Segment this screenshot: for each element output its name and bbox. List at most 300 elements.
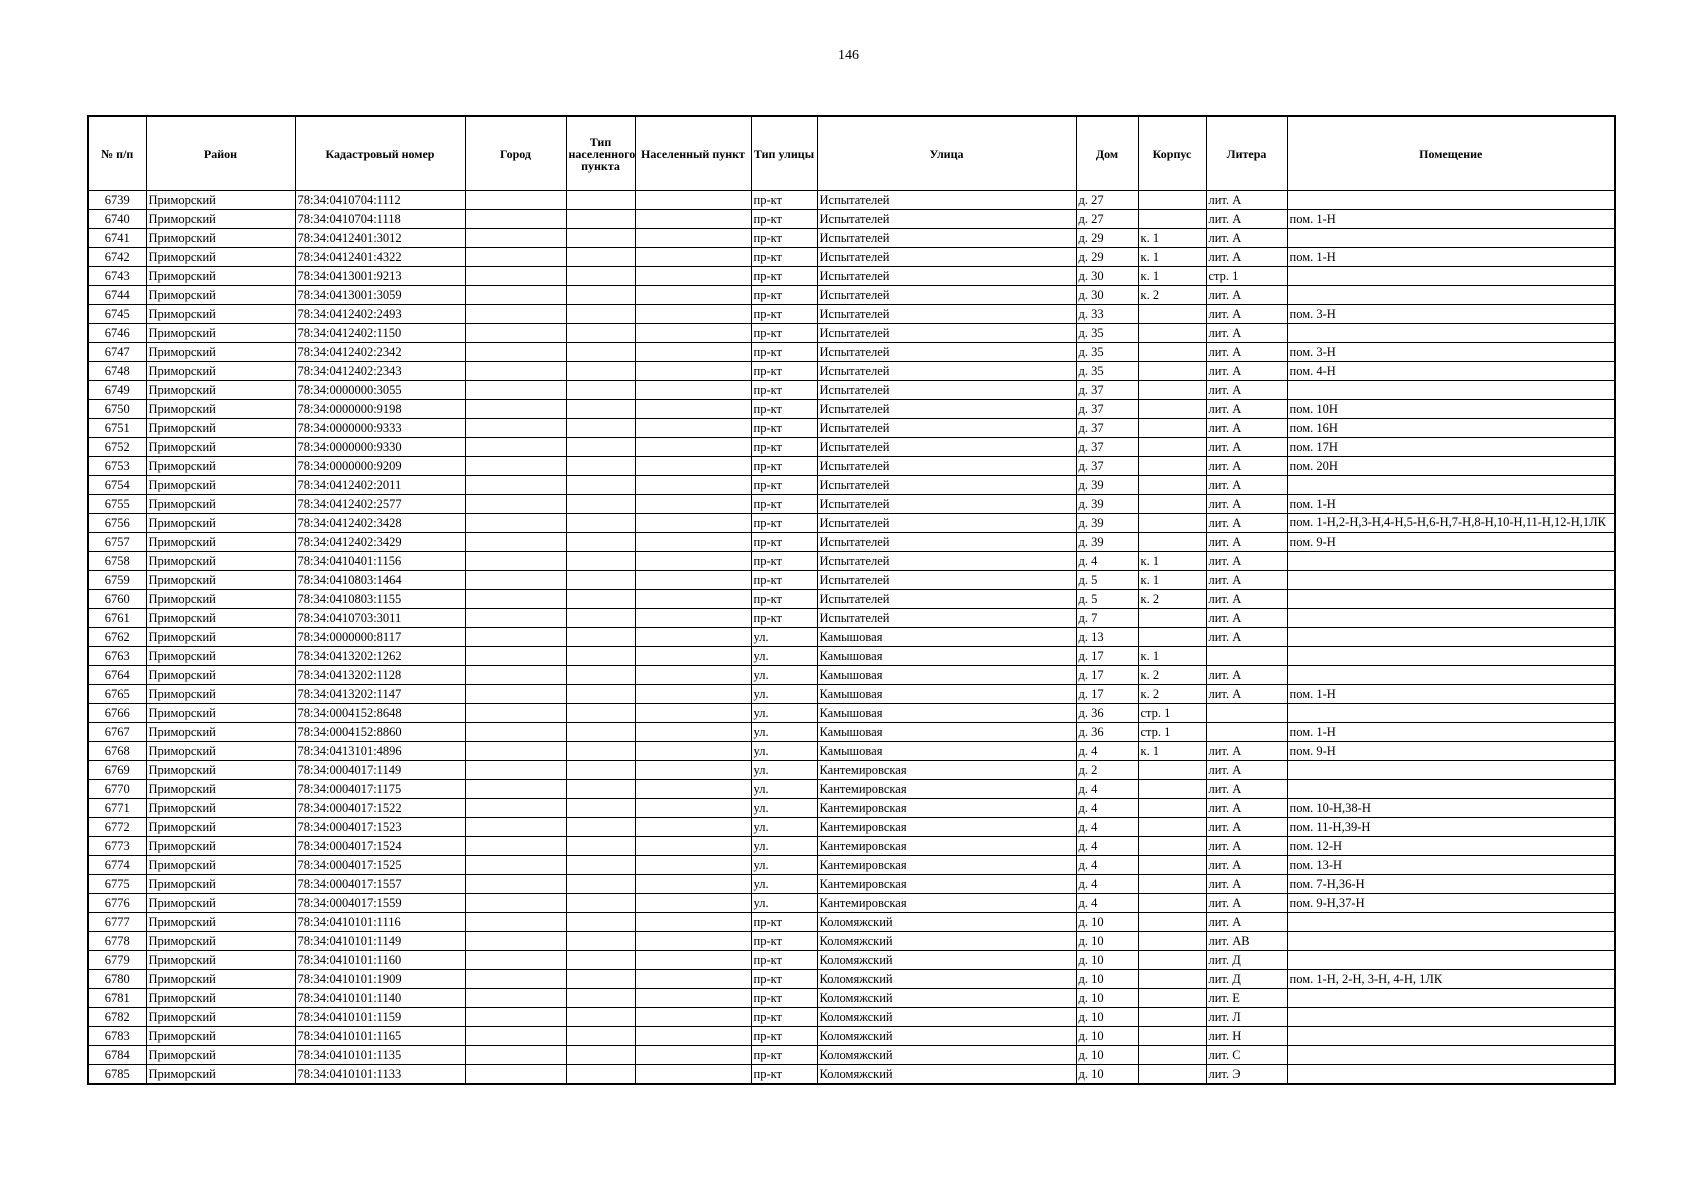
- cell-city: [465, 476, 566, 495]
- cell-cadastral-number: 78:34:0412402:2493: [295, 305, 465, 324]
- cell-premises: [1287, 324, 1615, 343]
- cell-number: 6762: [88, 628, 146, 647]
- cell-building: к. 1: [1138, 267, 1206, 286]
- cell-letter: лит. А: [1206, 381, 1287, 400]
- cell-building: к. 2: [1138, 685, 1206, 704]
- cell-street-type: пр-кт: [751, 229, 817, 248]
- cell-settlement-type: [566, 248, 635, 267]
- col-header-premises: Помещение: [1287, 116, 1615, 191]
- cell-district: Приморский: [146, 666, 295, 685]
- cell-premises: [1287, 286, 1615, 305]
- cell-building: стр. 1: [1138, 704, 1206, 723]
- cell-settlement: [635, 685, 751, 704]
- cell-district: Приморский: [146, 818, 295, 837]
- cell-number: 6745: [88, 305, 146, 324]
- cell-city: [465, 590, 566, 609]
- cell-house: д. 4: [1076, 894, 1138, 913]
- cell-district: Приморский: [146, 761, 295, 780]
- cell-number: 6756: [88, 514, 146, 533]
- cell-city: [465, 666, 566, 685]
- cell-settlement: [635, 704, 751, 723]
- cell-number: 6743: [88, 267, 146, 286]
- cell-district: Приморский: [146, 609, 295, 628]
- cell-house: д. 17: [1076, 666, 1138, 685]
- table-row: [88, 457, 1615, 476]
- cell-building: [1138, 951, 1206, 970]
- cell-city: [465, 210, 566, 229]
- cell-cadastral-number: 78:34:0000000:9333: [295, 419, 465, 438]
- cell-number: 6772: [88, 818, 146, 837]
- cell-premises: [1287, 666, 1615, 685]
- cell-settlement-type: [566, 666, 635, 685]
- cell-street-type: пр-кт: [751, 324, 817, 343]
- cell-house: д. 39: [1076, 514, 1138, 533]
- cell-premises: [1287, 628, 1615, 647]
- cell-premises: [1287, 191, 1615, 210]
- cell-building: [1138, 305, 1206, 324]
- cell-house: д. 37: [1076, 400, 1138, 419]
- cell-number: 6766: [88, 704, 146, 723]
- cell-settlement: [635, 894, 751, 913]
- cell-cadastral-number: 78:34:0410803:1155: [295, 590, 465, 609]
- cell-house: д. 5: [1076, 571, 1138, 590]
- cell-cadastral-number: 78:34:0412402:2342: [295, 343, 465, 362]
- cell-building: [1138, 970, 1206, 989]
- cell-street-type: пр-кт: [751, 1008, 817, 1027]
- cell-street-type: пр-кт: [751, 476, 817, 495]
- cell-letter: лит. А: [1206, 856, 1287, 875]
- cell-district: Приморский: [146, 419, 295, 438]
- cell-city: [465, 495, 566, 514]
- col-header-number: № п/п: [88, 116, 146, 191]
- cell-letter: лит. А: [1206, 305, 1287, 324]
- cell-cadastral-number: 78:34:0004017:1524: [295, 837, 465, 856]
- cell-letter: лит. А: [1206, 324, 1287, 343]
- cell-number: 6759: [88, 571, 146, 590]
- cell-street-type: пр-кт: [751, 989, 817, 1008]
- cell-settlement-type: [566, 400, 635, 419]
- cell-cadastral-number: 78:34:0410703:3011: [295, 609, 465, 628]
- cell-street-type: ул.: [751, 742, 817, 761]
- cell-city: [465, 780, 566, 799]
- cell-settlement: [635, 457, 751, 476]
- cell-street: Коломяжский: [817, 932, 1076, 951]
- cell-settlement: [635, 742, 751, 761]
- cell-street-type: пр-кт: [751, 457, 817, 476]
- cell-house: д. 36: [1076, 704, 1138, 723]
- table-header: [88, 116, 1615, 191]
- cell-number: 6776: [88, 894, 146, 913]
- cell-building: к. 2: [1138, 666, 1206, 685]
- cell-settlement: [635, 210, 751, 229]
- cell-street: Камышовая: [817, 685, 1076, 704]
- cell-settlement: [635, 362, 751, 381]
- table-row: [88, 951, 1615, 970]
- cell-settlement: [635, 324, 751, 343]
- cell-building: [1138, 362, 1206, 381]
- table-row: [88, 932, 1615, 951]
- cell-settlement: [635, 628, 751, 647]
- cell-settlement-type: [566, 685, 635, 704]
- cell-city: [465, 438, 566, 457]
- col-header-street-type: Тип улицы: [751, 116, 817, 191]
- cell-cadastral-number: 78:34:0413101:4896: [295, 742, 465, 761]
- cell-house: д. 17: [1076, 685, 1138, 704]
- cell-cadastral-number: 78:34:0412402:3428: [295, 514, 465, 533]
- cell-building: [1138, 533, 1206, 552]
- cell-premises: пом. 1-Н: [1287, 495, 1615, 514]
- table-row: [88, 400, 1615, 419]
- cell-premises: [1287, 1065, 1615, 1085]
- cell-letter: лит. А: [1206, 286, 1287, 305]
- cell-settlement-type: [566, 913, 635, 932]
- cell-house: д. 13: [1076, 628, 1138, 647]
- table-row: [88, 362, 1615, 381]
- cell-settlement-type: [566, 818, 635, 837]
- cell-street: Камышовая: [817, 723, 1076, 742]
- cell-building: к. 1: [1138, 552, 1206, 571]
- table-row: [88, 837, 1615, 856]
- cell-house: д. 27: [1076, 191, 1138, 210]
- cell-cadastral-number: 78:34:0004017:1175: [295, 780, 465, 799]
- cell-number: 6740: [88, 210, 146, 229]
- cell-district: Приморский: [146, 837, 295, 856]
- cell-settlement-type: [566, 780, 635, 799]
- cell-letter: лит. С: [1206, 1046, 1287, 1065]
- cell-building: [1138, 324, 1206, 343]
- cell-street-type: пр-кт: [751, 552, 817, 571]
- cell-street-type: пр-кт: [751, 419, 817, 438]
- cell-building: [1138, 438, 1206, 457]
- cell-district: Приморский: [146, 875, 295, 894]
- cell-house: д. 7: [1076, 609, 1138, 628]
- cell-premises: [1287, 571, 1615, 590]
- cell-street: Испытателей: [817, 419, 1076, 438]
- cell-house: д. 10: [1076, 1065, 1138, 1085]
- cell-premises: [1287, 913, 1615, 932]
- cell-premises: пом. 9-Н,37-Н: [1287, 894, 1615, 913]
- table-row: [88, 818, 1615, 837]
- cell-street: Испытателей: [817, 362, 1076, 381]
- cell-street: Испытателей: [817, 476, 1076, 495]
- cell-premises: [1287, 1008, 1615, 1027]
- cell-number: 6763: [88, 647, 146, 666]
- cell-cadastral-number: 78:34:0412402:1150: [295, 324, 465, 343]
- cell-house: д. 29: [1076, 229, 1138, 248]
- cell-settlement: [635, 286, 751, 305]
- cell-premises: пом. 4-Н: [1287, 362, 1615, 381]
- cell-settlement-type: [566, 229, 635, 248]
- cell-city: [465, 856, 566, 875]
- cell-building: [1138, 761, 1206, 780]
- table-row: [88, 305, 1615, 324]
- cell-building: [1138, 818, 1206, 837]
- cell-settlement: [635, 419, 751, 438]
- cell-street: Камышовая: [817, 647, 1076, 666]
- cell-letter: лит. Е: [1206, 989, 1287, 1008]
- cell-city: [465, 400, 566, 419]
- cell-street: Испытателей: [817, 609, 1076, 628]
- cell-number: 6752: [88, 438, 146, 457]
- cell-city: [465, 704, 566, 723]
- cell-building: к. 1: [1138, 742, 1206, 761]
- cell-house: д. 27: [1076, 210, 1138, 229]
- cell-district: Приморский: [146, 799, 295, 818]
- cell-street-type: пр-кт: [751, 1065, 817, 1085]
- cell-street: Испытателей: [817, 267, 1076, 286]
- cell-street-type: пр-кт: [751, 438, 817, 457]
- cell-street-type: пр-кт: [751, 286, 817, 305]
- cell-premises: [1287, 381, 1615, 400]
- cell-letter: лит. А: [1206, 229, 1287, 248]
- cell-letter: лит. А: [1206, 400, 1287, 419]
- table-row: [88, 1008, 1615, 1027]
- cell-premises: [1287, 1046, 1615, 1065]
- cell-street: Испытателей: [817, 324, 1076, 343]
- cell-building: к. 2: [1138, 286, 1206, 305]
- cell-building: [1138, 476, 1206, 495]
- cell-district: Приморский: [146, 647, 295, 666]
- cell-settlement-type: [566, 419, 635, 438]
- cell-settlement: [635, 1046, 751, 1065]
- cell-settlement-type: [566, 191, 635, 210]
- cell-settlement-type: [566, 837, 635, 856]
- cell-house: д. 39: [1076, 533, 1138, 552]
- cell-street-type: пр-кт: [751, 191, 817, 210]
- cell-number: 6774: [88, 856, 146, 875]
- cell-settlement-type: [566, 533, 635, 552]
- cell-letter: лит. А: [1206, 362, 1287, 381]
- cell-city: [465, 1046, 566, 1065]
- cell-number: 6741: [88, 229, 146, 248]
- cell-settlement-type: [566, 989, 635, 1008]
- cell-settlement: [635, 666, 751, 685]
- cell-settlement-type: [566, 894, 635, 913]
- cell-building: стр. 1: [1138, 723, 1206, 742]
- cell-building: к. 1: [1138, 229, 1206, 248]
- cell-city: [465, 248, 566, 267]
- col-header-street: Улица: [817, 116, 1076, 191]
- cell-cadastral-number: 78:34:0413202:1147: [295, 685, 465, 704]
- cell-cadastral-number: 78:34:0004152:8860: [295, 723, 465, 742]
- cell-building: к. 2: [1138, 590, 1206, 609]
- cell-house: д. 4: [1076, 875, 1138, 894]
- cell-number: 6780: [88, 970, 146, 989]
- cell-premises: пом. 10-Н,38-Н: [1287, 799, 1615, 818]
- cell-settlement: [635, 191, 751, 210]
- cell-letter: лит. Н: [1206, 1027, 1287, 1046]
- cell-street-type: пр-кт: [751, 932, 817, 951]
- cell-settlement-type: [566, 590, 635, 609]
- cell-street: Испытателей: [817, 495, 1076, 514]
- cell-settlement: [635, 514, 751, 533]
- cell-street: Кантемировская: [817, 799, 1076, 818]
- cell-street-type: ул.: [751, 894, 817, 913]
- cell-letter: лит. Л: [1206, 1008, 1287, 1027]
- table-row: [88, 875, 1615, 894]
- cell-street-type: ул.: [751, 875, 817, 894]
- cell-district: Приморский: [146, 381, 295, 400]
- cell-city: [465, 514, 566, 533]
- cell-cadastral-number: 78:34:0004017:1149: [295, 761, 465, 780]
- cell-district: Приморский: [146, 229, 295, 248]
- cell-street: Испытателей: [817, 248, 1076, 267]
- cell-city: [465, 742, 566, 761]
- cell-house: д. 29: [1076, 248, 1138, 267]
- cell-cadastral-number: 78:34:0413001:9213: [295, 267, 465, 286]
- cell-street-type: пр-кт: [751, 1027, 817, 1046]
- cell-letter: [1206, 647, 1287, 666]
- cell-cadastral-number: 78:34:0004152:8648: [295, 704, 465, 723]
- cell-street: Кантемировская: [817, 875, 1076, 894]
- cell-house: д. 5: [1076, 590, 1138, 609]
- cell-city: [465, 894, 566, 913]
- cell-premises: [1287, 704, 1615, 723]
- cell-settlement: [635, 267, 751, 286]
- cell-premises: пом. 3-Н: [1287, 305, 1615, 324]
- cell-building: [1138, 1046, 1206, 1065]
- cell-city: [465, 609, 566, 628]
- cell-building: [1138, 457, 1206, 476]
- cell-district: Приморский: [146, 552, 295, 571]
- cell-letter: лит. А: [1206, 457, 1287, 476]
- cell-settlement: [635, 571, 751, 590]
- cell-district: Приморский: [146, 894, 295, 913]
- cell-premises: пом. 1-Н: [1287, 248, 1615, 267]
- cell-cadastral-number: 78:34:0413001:3059: [295, 286, 465, 305]
- cell-cadastral-number: 78:34:0410101:1116: [295, 913, 465, 932]
- table-row: [88, 248, 1615, 267]
- cell-cadastral-number: 78:34:0412402:3429: [295, 533, 465, 552]
- cell-house: д. 4: [1076, 799, 1138, 818]
- cell-district: Приморский: [146, 780, 295, 799]
- cell-settlement-type: [566, 609, 635, 628]
- cell-city: [465, 552, 566, 571]
- cell-settlement: [635, 1008, 751, 1027]
- cell-letter: лит. А: [1206, 343, 1287, 362]
- cell-building: [1138, 343, 1206, 362]
- cell-cadastral-number: 78:34:0004017:1522: [295, 799, 465, 818]
- cell-settlement: [635, 248, 751, 267]
- cell-city: [465, 818, 566, 837]
- table-row: [88, 552, 1615, 571]
- cell-letter: лит. А: [1206, 248, 1287, 267]
- cell-settlement-type: [566, 761, 635, 780]
- cell-settlement-type: [566, 951, 635, 970]
- cell-street-type: ул.: [751, 780, 817, 799]
- cell-street: Кантемировская: [817, 761, 1076, 780]
- cell-cadastral-number: 78:34:0412402:2577: [295, 495, 465, 514]
- cell-house: д. 10: [1076, 932, 1138, 951]
- cell-cadastral-number: 78:34:0410803:1464: [295, 571, 465, 590]
- cell-cadastral-number: 78:34:0004017:1557: [295, 875, 465, 894]
- cell-number: 6770: [88, 780, 146, 799]
- cell-number: 6754: [88, 476, 146, 495]
- cell-district: Приморский: [146, 742, 295, 761]
- table-row: [88, 894, 1615, 913]
- cell-city: [465, 229, 566, 248]
- table-row: [88, 267, 1615, 286]
- cell-settlement: [635, 856, 751, 875]
- cell-building: к. 1: [1138, 647, 1206, 666]
- cell-house: д. 35: [1076, 362, 1138, 381]
- cell-building: к. 1: [1138, 248, 1206, 267]
- cell-letter: лит. А: [1206, 818, 1287, 837]
- cell-settlement-type: [566, 875, 635, 894]
- cell-premises: пом. 1-Н: [1287, 210, 1615, 229]
- cell-house: д. 10: [1076, 1008, 1138, 1027]
- cell-street: Коломяжский: [817, 951, 1076, 970]
- cell-city: [465, 267, 566, 286]
- cell-building: [1138, 894, 1206, 913]
- cell-city: [465, 571, 566, 590]
- cell-settlement-type: [566, 343, 635, 362]
- cell-settlement-type: [566, 552, 635, 571]
- cell-building: [1138, 628, 1206, 647]
- cell-premises: пом. 7-Н,36-Н: [1287, 875, 1615, 894]
- cell-district: Приморский: [146, 286, 295, 305]
- cell-cadastral-number: 78:34:0410101:1149: [295, 932, 465, 951]
- cell-letter: лит. А: [1206, 799, 1287, 818]
- table-row: [88, 419, 1615, 438]
- cell-street: Испытателей: [817, 514, 1076, 533]
- cell-city: [465, 286, 566, 305]
- cell-street-type: пр-кт: [751, 362, 817, 381]
- cell-street: Коломяжский: [817, 1046, 1076, 1065]
- cell-premises: [1287, 267, 1615, 286]
- cell-building: [1138, 495, 1206, 514]
- cell-building: [1138, 932, 1206, 951]
- cell-letter: лит. А: [1206, 894, 1287, 913]
- cell-city: [465, 1065, 566, 1085]
- cell-city: [465, 533, 566, 552]
- table-row: [88, 685, 1615, 704]
- cell-settlement-type: [566, 1046, 635, 1065]
- cell-settlement: [635, 438, 751, 457]
- cell-premises: пом. 1-Н: [1287, 723, 1615, 742]
- cell-district: Приморский: [146, 1046, 295, 1065]
- cell-cadastral-number: 78:34:0410704:1112: [295, 191, 465, 210]
- cell-district: Приморский: [146, 590, 295, 609]
- cell-house: д. 10: [1076, 989, 1138, 1008]
- cell-district: Приморский: [146, 533, 295, 552]
- cell-settlement: [635, 381, 751, 400]
- table-row: [88, 286, 1615, 305]
- cell-settlement: [635, 609, 751, 628]
- cell-premises: пом. 10Н: [1287, 400, 1615, 419]
- cell-settlement-type: [566, 571, 635, 590]
- cell-cadastral-number: 78:34:0410101:1159: [295, 1008, 465, 1027]
- cell-number: 6765: [88, 685, 146, 704]
- table-row: [88, 210, 1615, 229]
- cell-building: [1138, 400, 1206, 419]
- cell-cadastral-number: 78:34:0000000:3055: [295, 381, 465, 400]
- table-row: [88, 1065, 1615, 1085]
- cell-street: Испытателей: [817, 438, 1076, 457]
- cell-number: 6742: [88, 248, 146, 267]
- cell-settlement-type: [566, 362, 635, 381]
- cell-letter: лит. Э: [1206, 1065, 1287, 1085]
- cell-settlement-type: [566, 856, 635, 875]
- cell-settlement-type: [566, 267, 635, 286]
- cell-settlement-type: [566, 704, 635, 723]
- cell-premises: [1287, 932, 1615, 951]
- cell-building: [1138, 780, 1206, 799]
- cell-settlement: [635, 647, 751, 666]
- cell-letter: лит. А: [1206, 837, 1287, 856]
- cell-building: [1138, 609, 1206, 628]
- cell-building: [1138, 1065, 1206, 1085]
